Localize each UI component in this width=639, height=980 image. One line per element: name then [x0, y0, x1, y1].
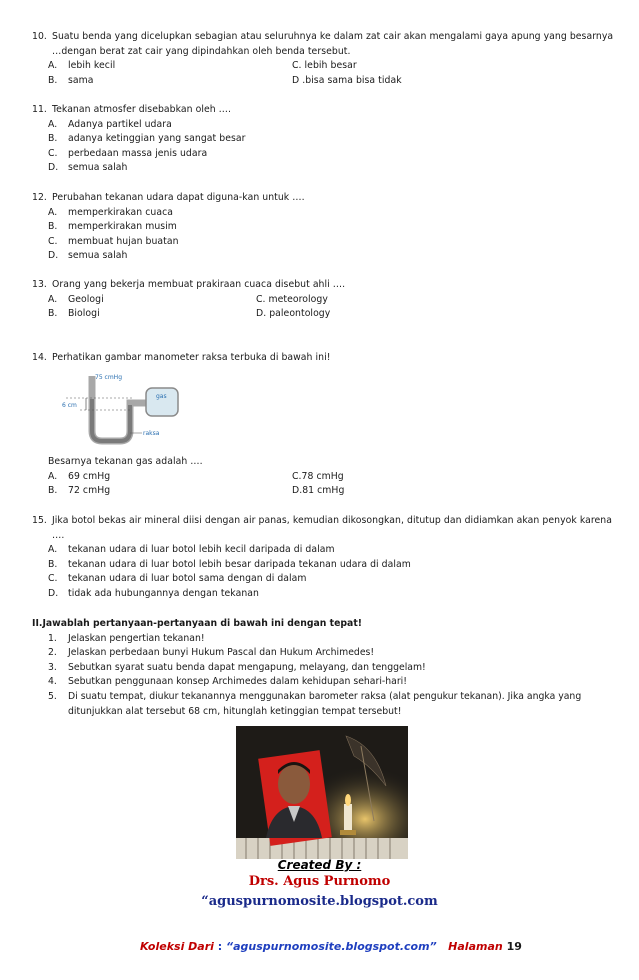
- label-gas: gas: [156, 393, 167, 400]
- option-a-label: A.: [48, 293, 58, 305]
- question-stem: Tekanan atmosfer disebabkan oleh ….: [52, 104, 232, 115]
- manometer-figure: [60, 371, 180, 446]
- question-prompt: Besarnya tekanan gas adalah ….: [48, 456, 203, 467]
- option-d-text: D.81 cmHg: [292, 485, 345, 497]
- collection-footer: [140, 940, 522, 953]
- option-label: B.: [48, 558, 58, 570]
- question-stem: Jika botol bekas air mineral diisi dengan air panas, kemudian dikosongkan, ditutup dan didiamkan akan penyok karena ….: [52, 515, 612, 541]
- option-c-text: C.78 cmHg: [292, 470, 344, 482]
- question-number: 11.: [32, 104, 47, 115]
- question-number: 14.: [32, 352, 47, 363]
- option-text: memperkirakan musim: [68, 221, 177, 233]
- option-label: C.: [48, 573, 58, 585]
- option-label: B.: [48, 221, 58, 233]
- question-15: [32, 514, 612, 602]
- option-text: semua salah: [68, 250, 128, 262]
- option-b-text: 72 cmHg: [68, 485, 111, 497]
- essay-section: [32, 617, 622, 719]
- question-number: 10.: [32, 31, 47, 42]
- option-a-label: A.: [48, 60, 58, 72]
- option-label: B.: [48, 133, 58, 145]
- essay-item-text: Jelaskan pengertian tekanan!: [68, 632, 205, 644]
- option-label: A.: [48, 206, 58, 218]
- option-text: tekanan udara di luar botol lebih besar daripada tekanan udara di dalam: [68, 558, 411, 570]
- option-text: Adanya partikel udara: [68, 118, 172, 130]
- question-11: [32, 103, 612, 176]
- essay-item-text: ditunjukkan alat tersebut 68 cm, hitunglah ketinggian tempat tersebut!: [68, 705, 402, 717]
- option-d-text: D .bisa sama bisa tidak: [292, 74, 402, 86]
- label-75cmhg: 75 cmHg: [95, 374, 123, 381]
- option-text: perbedaan massa jenis udara: [68, 147, 208, 159]
- option-label: A.: [48, 118, 58, 130]
- label-raksa: raksa: [143, 430, 160, 437]
- essay-item-number: 3.: [48, 661, 57, 673]
- question-14-options: [32, 455, 612, 499]
- option-b-label: B.: [48, 485, 58, 497]
- option-a-text: Geologi: [68, 293, 104, 305]
- question-stem: Perubahan tekanan udara dapat diguna-kan untuk ….: [52, 192, 305, 203]
- option-d-text: D. paleontology: [256, 308, 331, 320]
- question-stem-line1: Suatu benda yang dicelupkan sebagian atau seluruhnya ke dalam zat cair akan mengalami gaya apung yang besarnya: [52, 31, 614, 42]
- option-label: D.: [48, 162, 59, 174]
- option-b-label: B.: [48, 74, 58, 86]
- koleksi-label: Koleksi Dari: [140, 940, 214, 953]
- essay-item-number: 2.: [48, 647, 57, 659]
- option-label: D.: [48, 250, 59, 262]
- author-site: “aguspurnomosite.blogspot.com: [201, 894, 438, 909]
- question-stem: Perhatikan gambar manometer raksa terbuka di bawah ini!: [52, 352, 331, 363]
- section-heading: II.Jawablah pertanyaan-pertanyaan di bawah ini dengan tepat!: [32, 618, 363, 629]
- option-text: semua salah: [68, 162, 128, 174]
- essay-item-text: Sebutkan penggunaan konsep Archimedes dalam kehidupan sehari-hari!: [68, 676, 407, 688]
- option-text: tekanan udara di luar botol sama dengan di dalam: [68, 573, 307, 585]
- author-photo: [236, 726, 408, 859]
- question-14: [32, 351, 612, 366]
- essay-item-text: Sebutkan syarat suatu benda dapat mengapung, melayang, dan tenggelam!: [68, 661, 426, 673]
- essay-item-number: 5.: [48, 690, 57, 702]
- option-text: memperkirakan cuaca: [68, 206, 173, 218]
- option-c-text: C. lebih besar: [292, 60, 357, 72]
- page-label: Halaman: [448, 940, 503, 953]
- option-a-text: lebih kecil: [68, 60, 116, 72]
- option-c-text: C. meteorology: [256, 293, 328, 305]
- option-text: membuat hujan buatan: [68, 235, 179, 247]
- option-row-2: [32, 74, 612, 89]
- question-12: [32, 191, 612, 264]
- option-text: adanya ketinggian yang sangat besar: [68, 133, 246, 145]
- question-stem: Orang yang bekerja membuat prakiraan cuaca disebut ahli ….: [52, 279, 346, 290]
- question-number: 13.: [32, 279, 47, 290]
- essay-item-number: 4.: [48, 676, 57, 688]
- question-stem-line2: …dengan berat zat cair yang dipindahkan oleh benda tersebut.: [52, 45, 351, 57]
- page-number: 19: [506, 940, 522, 953]
- question-10: [32, 30, 612, 88]
- created-by-label: Created By :: [277, 858, 362, 872]
- label-6cm: 6 cm: [62, 402, 77, 409]
- option-label: C.: [48, 147, 58, 159]
- option-text: tekanan udara di luar botol lebih kecil daripada di dalam: [68, 544, 335, 556]
- koleksi-site-link[interactable]: “aguspurnomosite.blogspot.com”: [226, 940, 437, 953]
- option-a-label: A.: [48, 470, 58, 482]
- option-text: tidak ada hubungannya dengan tekanan: [68, 587, 259, 599]
- question-number: 12.: [32, 192, 47, 203]
- option-label: A.: [48, 544, 58, 556]
- option-a-text: 69 cmHg: [68, 470, 111, 482]
- author-name: Drs. Agus Purnomo: [248, 874, 391, 889]
- option-b-label: B.: [48, 308, 58, 320]
- option-b-text: sama: [68, 74, 94, 86]
- essay-item-number: 1.: [48, 632, 57, 644]
- option-label: D.: [48, 587, 59, 599]
- option-label: C.: [48, 235, 58, 247]
- question-13: [32, 278, 612, 322]
- option-row-1: [32, 59, 612, 74]
- koleksi-separator: :: [217, 940, 223, 953]
- essay-item-text: Di suatu tempat, diukur tekanannya menggunakan barometer raksa (alat pengukur tekanan). Jika angka yang: [68, 690, 582, 702]
- option-b-text: Biologi: [68, 308, 100, 320]
- essay-item-text: Jelaskan perbedaan bunyi Hukum Pascal dan Hukum Archimedes!: [68, 647, 375, 659]
- question-number: 15.: [32, 515, 47, 526]
